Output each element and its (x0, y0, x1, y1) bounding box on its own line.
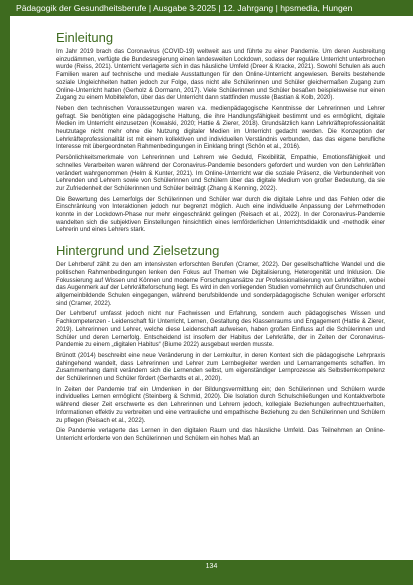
paragraph: Persönlichkeitsmerkmale von Lehrerinnen und Lehrern wie Geduld, Flexibilität, Empathie, Emotionsfähigkeit und schnelles Verarbeiten waren während der Coronavirus-Pandemie besonders gefordert und wurden von den Lehrkräften verändert wahrgenommen (Helm & Kunter, 2021). Im Online-Unterricht war die soziale Präsenz, die Verbundenheit von Lehrenden und Lehrern sowie von Schülerinnen und Schülern über das digitale Medium von großer Bedeutung, da sie zur Zufriedenheit der Schülerinnen und Schüler beiträgt (Zhang & Kenning, 2022). (56, 154, 385, 192)
paragraph: Die Bewertung des Lernerfolgs der Schülerinnen und Schüler war durch die digitale Lehre und das Fehlen oder die Einschränkung von Interaktionen jedoch nur begrenzt möglich. Auch eine individuelle Anpassung der Lehrmethoden konnte in der Lockdown-Phase nur mehr eingeschränkt gelingen (Reisach et al., 2022). In der Coronavirus-Pandemie wandelten sich die subjektiven Einstellungen hinsichtlich eines lernförderlichen Unterrichtsdidaktik und -methodik einer Lehrerin und eines Lehrers stark. (56, 195, 385, 234)
paragraph: Die Pandemie verlagerte das Lernen in den digitalen Raum und das häusliche Umfeld. Das Teilnehmen an Online-Unterricht erforderte von den Schülerinnen und Schülern ein hohes Maß an (56, 427, 385, 442)
paragraph: Neben den technischen Voraussetzungen waren v.a. medienpädagogische Kenntnisse der Lehrerinnen und Lehrer gefragt. Sie benötigten eine pädagogische Haltung, die ihre Handlungsfähigkeit bestimmt und es ermöglicht, digitale Medien im Unterricht einzusetzen (Kowalski, 2020; Hattie & Zierer, 2018). Grundsätzlich kann Lehrkräfteprofessionalität heutzutage nicht mehr ohne die Nutzung digitaler Medien im Unterricht gedacht werden. Die Konzeption der Lehrkräfteprofessionalität ist mit einem kollektiven und individuellen Verständnis verbunden, das das eigene berufliche Interesse mit übergeordneten Rahmenbedingungen in Einklang bringt (Schön et al., 2016). (56, 104, 385, 151)
paragraph: Im Jahr 2019 brach das Coronavirus (COVID-19) weltweit aus und führte zu einer Pandemie. Um deren Ausbreitung einzudämmen, verfügte die Bundesregierung einen landesweiten Lockdown, sodass der reguläre Unterricht unterbrochen wurde (Reiss, 2021). Unterricht verlagerte sich in das häusliche Umfeld (Dreer & Kracke, 2021). Sowohl Schulen als auch Familien waren auf technische und mediale Ausstattungen für den Online-Unterricht angewiesen. Bereits bestehende soziale Ungleichheiten hatten jedoch zur Folge, dass nicht alle Schülerinnen und Schüler gleichermaßen Zugang zum Online-Unterricht hatten (Gerholz & Dormann, 2017). Viele Schülerinnen und Schüler besaßen beispielsweise nur einen Zugang zu einem Mobiltelefon, über das der Unterricht dann stattfinden musste (Bastian & Kolb, 2020). (56, 48, 385, 102)
side-color-bar (0, 0, 10, 585)
page-footer (10, 560, 413, 585)
article-body (56, 30, 385, 553)
paragraph: Der Lehrberuf umfasst jedoch nicht nur Fachwissen und Erfahrung, sondern auch pädagogisches Wissen und Fachkompetenzen - Leidenschaft für Unterricht, Lernen, Gestaltung des Klassenraums und Engagement (Hattie & Zierer, 2019). Lehrerinnen und Lehrer, welche diese Leidenschaft aufweisen, haben großen Einfluss auf die Schülerinnen und Schüler und deren Lernerfolg. Entscheidend ist insofern der Habitus der Lehrkräfte, der in Zeiten der Coronavirus-Pandemie zu einem „digitalen Habitus“ (Biume 2022) ausgebaut werden musste. (56, 310, 385, 349)
section-heading-hintergrund: Hintergrund und Zielsetzung (56, 243, 220, 259)
section-heading-einleitung: Einleitung (56, 30, 114, 45)
paragraph: In Zeiten der Pandemie traf ein Umdenken in der Bildungsvermittlung ein; den Schülerinnen und Schülern wurde individuelles Lernen ermöglicht (Steinberg & Schmid, 2020). Die Isolation durch Schulschließungen und Kontaktverbote während dieser Zeit erschwerte es den Lehrerinnen und Lehrern jedoch, kollegiale Beziehungen aufrechtzuerhalten, Informationen effektiv zu verbreiten und eine vertrauliche und empathische Beziehung zu den Schülerinnen und Schülern zu pflegen (Reisach et al., 2022). (56, 385, 385, 424)
page-number: 134 (205, 563, 218, 570)
paragraph: Brünott (2014) beschreibt eine neue Veränderung in der Lernkultur, in deren Kontext sich die pädagogische Lehrpraxis dahingehend wandelt, dass Lehrerinnen und Lehrer zum Lernbegleiter werden und Lernarrangements schaffen. Im Zusammenhang damit verändern sich die Lernenden selbst, um eigenständiger Lernprozesse als Selbstlernkompetenz der Schülerinnen und Schüler fördert (Gerhardts et al., 2020). (56, 351, 385, 383)
paragraph: Der Lehrberuf zählt zu den am intensivsten erforschten Berufen (Cramer, 2022). Der gesellschaftliche Wandel und die politischen Rahmenbedingungen lenken den Fokus auf Themen wie Digitalisierung, Heterogenität und Inklusion. Die Fokussierung auf Wissen und Können und moderne Forschungsansätze zur Professionalisierung von Lehrkräften, wobei das Augenmerk auf der Lehrkräfteforschung liegt. Es wird in den vorliegenden Studien vornehmlich auf Grundschulen und allgemeinbildende Schulen eingegangen, während berufsbildende und sonderpädagogische Schulen weniger erforscht sind (Cramer, 2022). (56, 261, 385, 307)
running-header: Pädagogik der Gesundheitsberufe | Ausgabe 3-2025 | 12. Jahrgang | hpsmedia, Hungen (10, 0, 413, 16)
